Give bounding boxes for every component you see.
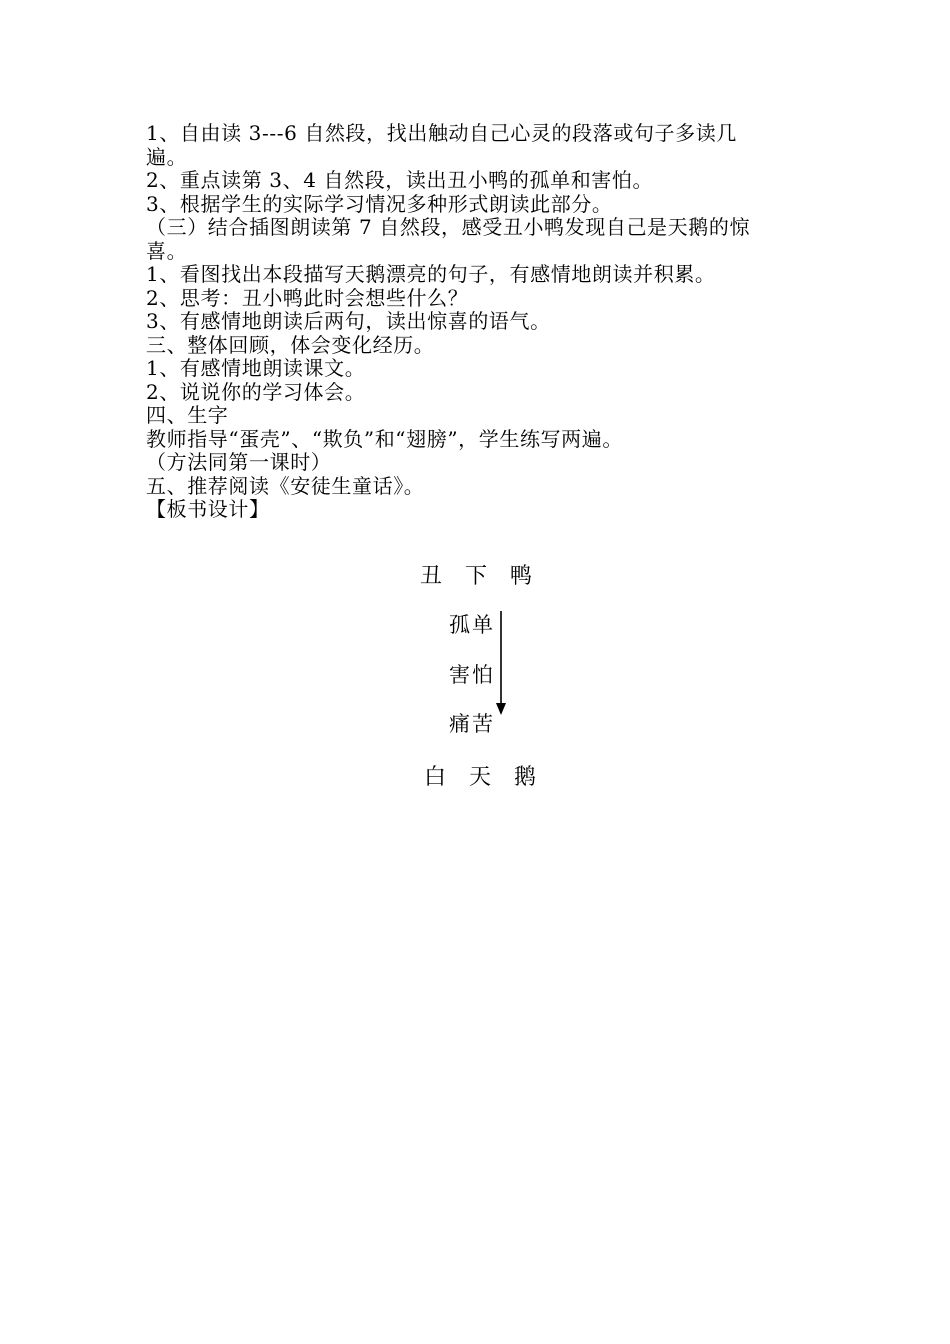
text-line: 教师指导“蛋壳”、“欺负”和“翅膀”，学生练写两遍。 (146, 426, 623, 451)
text-line: 2、思考：丑小鸭此时会想些什么？ (146, 285, 469, 310)
text-line: 2、重点读第 3、4 自然段，读出丑小鸭的孤单和害怕。 (146, 168, 654, 192)
board-design-heading: 【板书设计】 (146, 497, 270, 521)
text-line: 喜。 (146, 238, 188, 263)
text-line: 四、生字 (146, 403, 229, 427)
text-line: 1、有感情地朗读课文。 (146, 356, 366, 380)
text-line: （三）结合插图朗读第 7 自然段，感受丑小鸭发现自己是天鹅的惊 (146, 215, 751, 239)
board-item: 害怕 (449, 663, 495, 687)
text-line: 1、看图找出本段描写天鹅漂亮的句子，有感情地朗读并积累。 (146, 262, 716, 286)
text-line: 五、推荐阅读《安徒生童话》。 (146, 473, 425, 498)
text-line: （方法同第一课时） (146, 450, 332, 474)
board-item: 痛苦 (449, 712, 495, 736)
board-title: 丑 下 鸭 (420, 564, 540, 589)
board-item: 孤单 (449, 613, 495, 637)
down-arrow-icon (494, 611, 508, 715)
text-line: 3、根据学生的实际学习情况多种形式朗读此部分。 (146, 191, 613, 216)
text-line: 1、自由读 3---6 自然段，找出触动自己心灵的段落或句子多读几 (146, 121, 737, 145)
text-line: 2、说说你的学习体会。 (146, 379, 366, 404)
text-line: 3、有感情地朗读后两句，读出惊喜的语气。 (146, 309, 551, 333)
board-bottom: 白 天 鹅 (424, 765, 544, 790)
text-line: 遍。 (146, 144, 188, 169)
text-line: 三、整体回顾，体会变化经历。 (146, 332, 435, 357)
